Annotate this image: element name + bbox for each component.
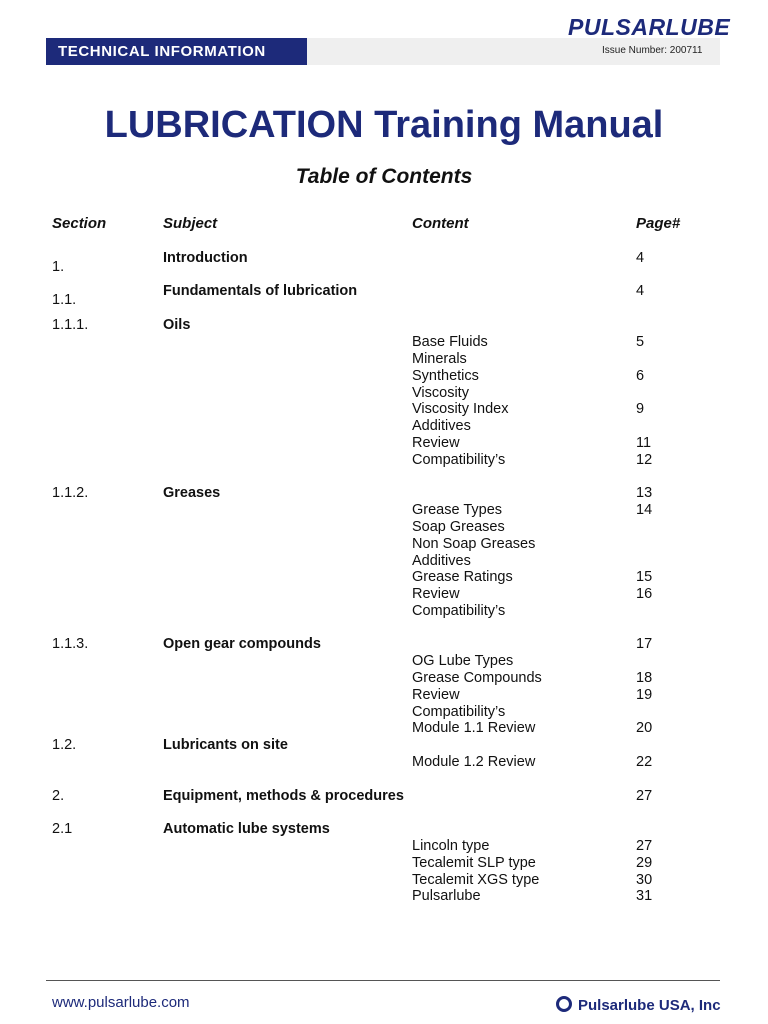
toc-page-number: 27 (636, 838, 653, 854)
toc-row (0, 855, 768, 872)
toc-content: Module 1.2 Review (412, 754, 536, 770)
column-header-subject: Subject (163, 215, 218, 232)
toc-page-number: 13 (636, 485, 653, 501)
toc-content: Viscosity Index (412, 401, 509, 417)
toc-subject: Oils (163, 317, 191, 333)
toc-heading: Table of Contents (295, 165, 473, 188)
toc-row (0, 519, 768, 536)
toc-row (0, 704, 768, 721)
column-header-page: Page# (636, 215, 681, 232)
toc-content: Module 1.1 Review (412, 720, 536, 736)
toc-page-number: 27 (636, 788, 653, 804)
toc-content: Synthetics (412, 368, 479, 384)
toc-section-number: 1.1.1. (52, 317, 89, 333)
toc-subject: Introduction (163, 250, 248, 266)
footer-divider (46, 980, 720, 981)
toc-content: Grease Types (412, 502, 503, 518)
toc-content: Non Soap Greases (412, 536, 536, 552)
toc-row (0, 838, 768, 855)
toc-content: OG Lube Types (412, 653, 514, 669)
toc-subject: Automatic lube systems (163, 821, 330, 837)
toc-section-number: 2.1 (52, 821, 73, 837)
toc-page-number: 22 (636, 754, 653, 770)
toc-content: Review (412, 435, 460, 451)
footer-url: www.pulsarlube.com (52, 994, 190, 1011)
toc-page-number: 6 (636, 368, 645, 384)
toc-content: Tecalemit XGS type (412, 872, 540, 888)
toc-row (0, 452, 768, 469)
toc-page-number: 19 (636, 687, 653, 703)
toc-subject: Greases (163, 485, 221, 501)
column-header-content: Content (412, 215, 469, 232)
footer-company-name: Pulsarlube USA, Inc (578, 997, 721, 1014)
toc-content: Review (412, 586, 460, 602)
toc-row (0, 653, 768, 670)
toc-page-number: 20 (636, 720, 653, 736)
toc-row (0, 788, 768, 805)
toc-content: Soap Greases (412, 519, 505, 535)
toc-row (0, 888, 768, 905)
toc-row (0, 821, 768, 838)
toc-content: Grease Compounds (412, 670, 542, 686)
toc-content: Grease Ratings (412, 569, 513, 585)
toc-row (0, 536, 768, 553)
header-band: TECHNICAL INFORMATION (46, 38, 307, 65)
toc-row (0, 670, 768, 687)
toc-row (0, 687, 768, 704)
toc-row (0, 569, 768, 586)
toc-content: Pulsarlube (412, 888, 481, 904)
document-title: LUBRICATION Training Manual (104, 104, 664, 146)
toc-page-number: 16 (636, 586, 653, 602)
toc-row (0, 368, 768, 385)
toc-content: Compatibility’s (412, 452, 506, 468)
toc-content: Lincoln type (412, 838, 490, 854)
toc-row (0, 754, 768, 771)
toc-content: Review (412, 687, 460, 703)
toc-page-number: 9 (636, 401, 645, 417)
toc-subject: Open gear compounds (163, 636, 321, 652)
toc-page-number: 29 (636, 855, 653, 871)
toc-row (0, 435, 768, 452)
pulsarlube-mark-icon (556, 996, 572, 1012)
toc-content: Minerals (412, 351, 467, 367)
toc-row (0, 259, 768, 276)
toc-row (0, 553, 768, 570)
toc-row (0, 737, 768, 754)
toc-page-number: 12 (636, 452, 653, 468)
toc-page-number: 31 (636, 888, 653, 904)
toc-row (0, 317, 768, 334)
toc-row (0, 502, 768, 519)
toc-row (0, 872, 768, 889)
toc-row (0, 636, 768, 653)
toc-row (0, 603, 768, 620)
toc-page-number: 4 (636, 283, 645, 299)
toc-page-number: 18 (636, 670, 653, 686)
toc-row (0, 720, 768, 737)
toc-section-number: 1.2. (52, 737, 77, 753)
toc-content: Viscosity (412, 385, 469, 401)
toc-row (0, 334, 768, 351)
toc-page-number: 4 (636, 250, 645, 266)
toc-page-number: 5 (636, 334, 645, 350)
footer-company (556, 996, 721, 1014)
toc-subject: Fundamentals of lubrication (163, 283, 358, 299)
toc-content: Compatibility’s (412, 704, 506, 720)
toc-subject: Equipment, methods & procedures (163, 788, 404, 804)
toc-section-number: 1.1.3. (52, 636, 89, 652)
pulsarlube-logo: PULSARLUBE (568, 14, 731, 40)
toc-section-number: 2. (52, 788, 65, 804)
toc-content: Compatibility’s (412, 603, 506, 619)
toc-section-number: 1.1.2. (52, 485, 89, 501)
toc-row (0, 418, 768, 435)
toc-subject: Lubricants on site (163, 737, 288, 753)
toc-row (0, 586, 768, 603)
toc-page-number: 17 (636, 636, 653, 652)
toc-row (0, 292, 768, 309)
toc-content: Base Fluids (412, 334, 488, 350)
issue-number: Issue Number: 200711 (602, 45, 703, 56)
toc-page-number: 11 (636, 435, 652, 451)
toc-content: Additives (412, 553, 471, 569)
toc-section-number: 1. (52, 259, 65, 275)
toc-content: Additives (412, 418, 471, 434)
toc-row (0, 485, 768, 502)
toc-row (0, 401, 768, 418)
column-header-section: Section (52, 215, 107, 232)
toc-row (0, 351, 768, 368)
toc-section-number: 1.1. (52, 292, 77, 308)
toc-page-number: 15 (636, 569, 653, 585)
toc-row (0, 385, 768, 402)
toc-page-number: 30 (636, 872, 653, 888)
toc-content: Tecalemit SLP type (412, 855, 536, 871)
toc-page-number: 14 (636, 502, 653, 518)
